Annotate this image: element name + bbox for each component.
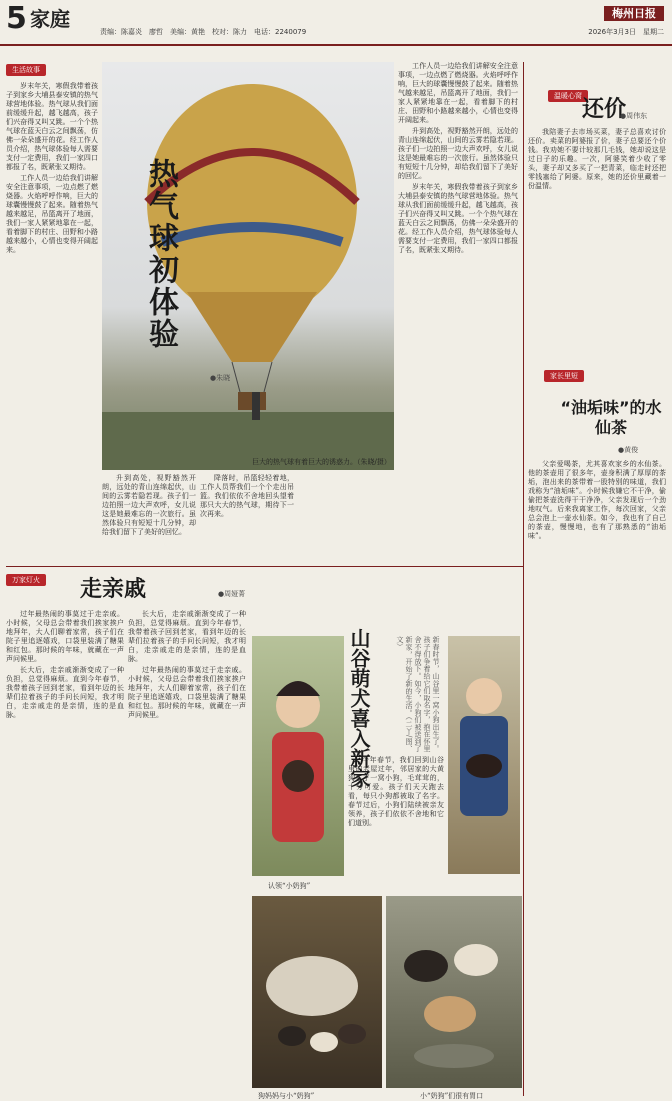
child-illustration <box>252 636 344 876</box>
article-column <box>6 82 98 560</box>
issue-date: 2026年3月3日 星期二 <box>588 28 664 36</box>
article-column <box>102 474 196 562</box>
article-column <box>6 610 124 1096</box>
byline: ●黄俊 <box>618 446 639 454</box>
byline: ●周娅菁 <box>218 590 246 598</box>
byline: ●周伟东 <box>620 112 648 120</box>
puppies-illustration <box>386 896 522 1088</box>
article-column <box>398 62 518 562</box>
paragraph: 升到高处，视野豁然开朗，远处的青山连绵起伏，山间的云雾若隐若现。孩子们一边拍照一边大声欢呼，女儿说这是她最难忘的一次旅行。虽然体验只有短短十几分钟，却给我们留下了美好的回忆。 <box>398 127 518 180</box>
tag-warm-heart: 温暖心窝 <box>548 90 588 102</box>
child-holding-puppy-photo <box>448 636 520 874</box>
paragraph: 工作人员一边给我们讲解安全注意事项，一边点燃了燃烧器。火焰呼呼作响，巨大的球囊慢慢鼓了起来。随着热气越来越足，吊篮离开了地面，我们一家人紧紧地靠在一起，看着脚下的村庄、田野和小路越来越小，心情也变得开阔起来。 <box>6 174 98 254</box>
section-title: 家庭 <box>30 7 70 31</box>
newspaper-logo: 梅州日报 <box>604 6 664 21</box>
puppies-eating-photo <box>386 896 522 1088</box>
article-title: 山谷萌犬喜入新家 <box>347 628 371 788</box>
paragraph: 过年最热闹的事莫过于走亲戚。小时候，父母总会带着我们挨家挨户地拜年，大人们聊着家常，孩子们在院子里追逐嬉戏，口袋里装满了糖果和红包。那时候的年味，就藏在一声声问候里。 <box>6 610 124 663</box>
mother-dog-photo <box>252 896 382 1088</box>
paragraph: 岁末年关，寒假我带着孩子到家乡大埔县泰安镇的热气球营地体验。热气球从我们面前缓缓升起，越飞越高，孩子们兴奋得又叫又跳。一个个热气球在蓝天白云之间飘荡，仿佛一朵朵盛开的花。经工作人员介绍，热气球体验每人需要支付一定费用，我们一家四口都报了名，既紧张又期待。 <box>6 82 98 171</box>
page-number: 5 <box>6 1 27 36</box>
paragraph: 降落时，吊篮轻轻着地，工作人员帮我们一个个走出吊篮。我们依依不舍地回头望着那只大大的热气球，期待下一次再来。 <box>200 474 294 518</box>
masthead <box>0 0 672 46</box>
paragraph: 我陪妻子去市场买菜，妻子总喜欢讨价还价。卖菜的阿婆报了价，妻子总要还个价钱。我劝她不要计较那几毛钱，她却说这是过日子的乐趣。一次，阿婆笑着少收了零头，妻子却又多买了一把青菜，临走时还把零钱塞给了阿婆。原来，她的还价里藏着一份温情。 <box>528 128 666 190</box>
paragraph: 过年最热闹的事莫过于走亲戚。小时候，父母总会带着我们挨家挨户地拜年，大人们聊着家常，孩子们在院子里追逐嬉戏，口袋里装满了糖果和红包。那时候的年味，就藏在一声声问候里。 <box>128 666 246 719</box>
article-column <box>348 756 444 886</box>
paragraph: 今年春节，我们回到山谷里的老屋过年，邻居家的大黄狗生了一窝小狗，毛茸茸的，十分可爱。孩子们天天跑去看，每只小狗都被取了名字。春节过后，小狗们陆续被亲友领养，孩子们依依不舍地和它们道别。 <box>348 756 444 827</box>
photo-caption: 认领“小奶狗” <box>268 882 311 890</box>
paragraph: 长大后，走亲戚渐渐变成了一种负担，总觉得麻烦。直到今年春节，我带着孩子回到老家，看到年迈的长辈们拉着孩子的手问长问短，我才明白，走亲戚走的是亲情，连的是血脉。 <box>128 610 246 663</box>
paragraph: 长大后，走亲戚渐渐变成了一种负担，总觉得麻烦。直到今年春节，我带着孩子回到老家，看到年迈的长辈们拉着孩子的手问长问短，我才明白，走亲戚走的是亲情，连的是血脉。 <box>6 666 124 719</box>
article-column <box>128 610 246 1096</box>
tag-family-tale: 家长里短 <box>544 370 584 382</box>
article-column <box>528 128 666 356</box>
article-column <box>200 474 294 562</box>
photo-caption: 巨大的热气球有着巨大的诱惑力。（朱晓/摄） <box>252 458 391 466</box>
article-title: 还价 <box>582 97 627 122</box>
article-title: 热气球初体验 <box>143 158 178 350</box>
photo-caption: 小“奶狗”们很有胃口 <box>420 1092 484 1100</box>
paragraph: 工作人员一边给我们讲解安全注意事项，一边点燃了燃烧器。火焰呼呼作响，巨大的球囊慢慢鼓了起来。随着热气越来越足，吊篮离开了地面，我们一家人紧紧地靠在一起，看着脚下的村庄、田野和小路越来越小，心情也变得开阔起来。 <box>398 62 518 124</box>
editor-credits: 责编：陈嘉炎 廖哲 美编：黄艳 校对：陈力 电话：2240079 <box>100 28 307 36</box>
child-illustration <box>448 636 520 874</box>
column-divider <box>523 62 524 1096</box>
photo-caption: 狗妈妈与小“奶狗” <box>258 1092 315 1100</box>
poem-block: 新春时节，山谷里一窝小狗出生了。孩子们争着给它们取名字，抱在怀里舍不得放下。如今，小狗们被送到了新家，开始了新的生活。（二丫/图、文） <box>396 636 440 752</box>
paragraph: 父亲爱喝茶，尤其喜欢家乡的水仙茶。他的茶壶用了很多年，壶身积满了厚厚的茶垢，泡出来的茶带着一股特别的味道，我们戏称为“油垢味”。小时候我嫌它不干净，偷偷把茶壶洗得干干净净，父亲发现后一个劲地叹气。后来我离家工作，每次回家，父亲总会泡上一壶水仙茶。如今，我也有了自己的茶壶，慢慢地，也有了那熟悉的“油垢味”。 <box>528 460 666 540</box>
child-with-puppy-photo <box>252 636 344 876</box>
dog-illustration <box>252 896 382 1088</box>
balloon-photo <box>102 62 394 470</box>
article-title: “油垢味”的水仙茶 <box>560 398 662 437</box>
section-divider <box>6 566 524 567</box>
byline: ●朱晓 <box>210 374 231 382</box>
paragraph: 升到高处，视野豁然开朗，远处的青山连绵起伏，山间的云雾若隐若现。孩子们一边拍照一边大声欢呼，女儿说这是她最难忘的一次旅行。虽然体验只有短短十几分钟，却给我们留下了美好的回忆。 <box>102 474 196 536</box>
article-title: 走亲戚 <box>80 577 147 602</box>
paragraph: 岁末年关，寒假我带着孩子到家乡大埔县泰安镇的热气球营地体验。热气球从我们面前缓缓升起，越飞越高，孩子们兴奋得又叫又跳。一个个热气球在蓝天白云之间飘荡，仿佛一朵朵盛开的花。经工作人员介绍，热气球体验每人需要支付一定费用，我们一家四口都报了名，既紧张又期待。 <box>398 183 518 254</box>
tag-wanjia: 万家灯火 <box>6 574 46 586</box>
article-column <box>528 460 666 1092</box>
tag-life-story: 生活故事 <box>6 64 46 76</box>
